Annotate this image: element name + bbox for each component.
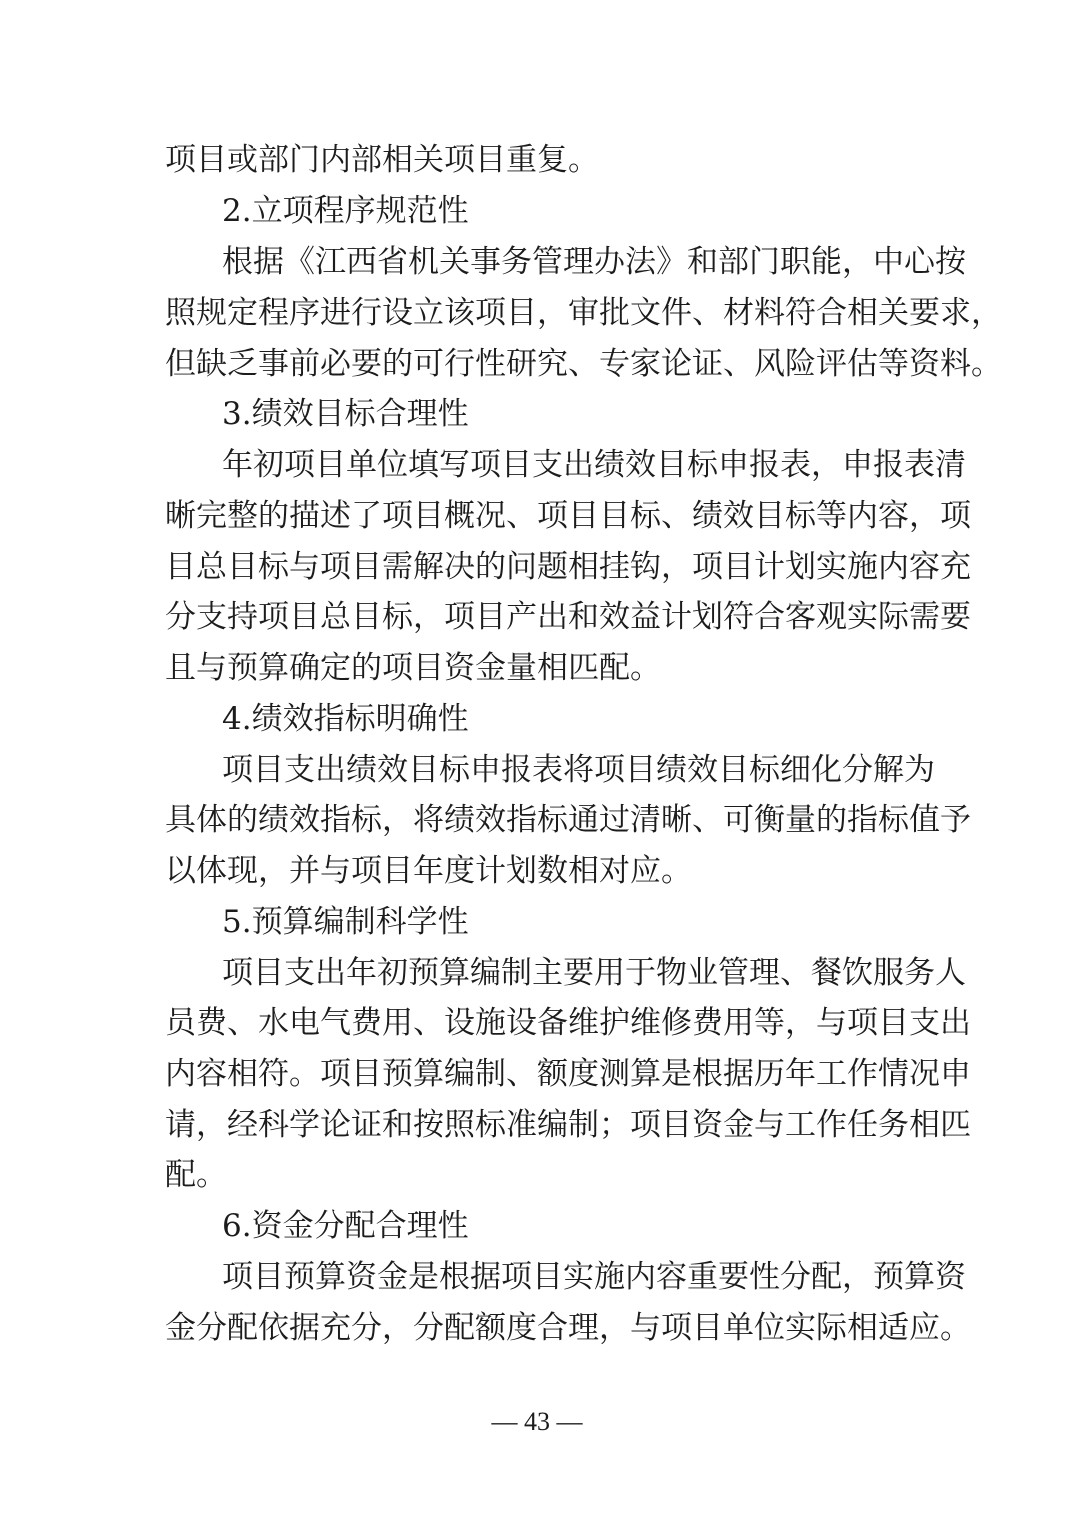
paragraph-line: 以体现，并与项目年度计划数相对应。 [165,853,692,889]
section-heading: 3.绩效目标合理性 [222,396,469,432]
paragraph-line: 内容相符。项目预算编制、额度测算是根据历年工作情况申 [165,1056,971,1092]
paragraph-line: 金分配依据充分，分配额度合理，与项目单位实际相适应。 [165,1310,971,1346]
paragraph-line: 项目或部门内部相关项目重复。 [165,142,599,178]
paragraph-line: 根据《江西省机关事务管理办法》和部门职能，中心按 [222,244,966,280]
page-number: — 43 — [491,1407,583,1436]
paragraph-line: 目总目标与项目需解决的问题相挂钩，项目计划实施内容充 [165,549,971,585]
paragraph-line: 项目支出绩效目标申报表将项目绩效目标细化分解为 [222,752,935,788]
paragraph-line: 年初项目单位填写项目支出绩效目标申报表，申报表清 [222,447,966,483]
section-heading: 2.立项程序规范性 [222,193,469,229]
paragraph-line: 项目支出年初预算编制主要用于物业管理、餐饮服务人 [222,955,966,991]
paragraph-line: 照规定程序进行设立该项目，审批文件、材料符合相关要求， [165,295,1002,331]
paragraph-line: 且与预算确定的项目资金量相匹配。 [165,650,661,686]
paragraph-line: 分支持项目总目标，项目产出和效益计划符合客观实际需要 [165,599,971,635]
section-heading: 6.资金分配合理性 [222,1208,469,1244]
section-heading: 5.预算编制科学性 [222,904,469,940]
paragraph-line: 项目预算资金是根据项目实施内容重要性分配，预算资 [222,1259,966,1295]
section-heading: 4.绩效指标明确性 [222,701,469,737]
paragraph-line: 具体的绩效指标，将绩效指标通过清晰、可衡量的指标值予 [165,802,971,838]
paragraph-line: 但缺乏事前必要的可行性研究、专家论证、风险评估等资料。 [165,346,1002,382]
paragraph-line: 员费、水电气费用、设施设备维护维修费用等，与项目支出 [165,1005,971,1041]
paragraph-line: 配。 [165,1157,227,1193]
paragraph-line: 请，经科学论证和按照标准编制；项目资金与工作任务相匹 [165,1107,971,1143]
paragraph-line: 晰完整的描述了项目概况、项目目标、绩效目标等内容，项 [165,498,971,534]
